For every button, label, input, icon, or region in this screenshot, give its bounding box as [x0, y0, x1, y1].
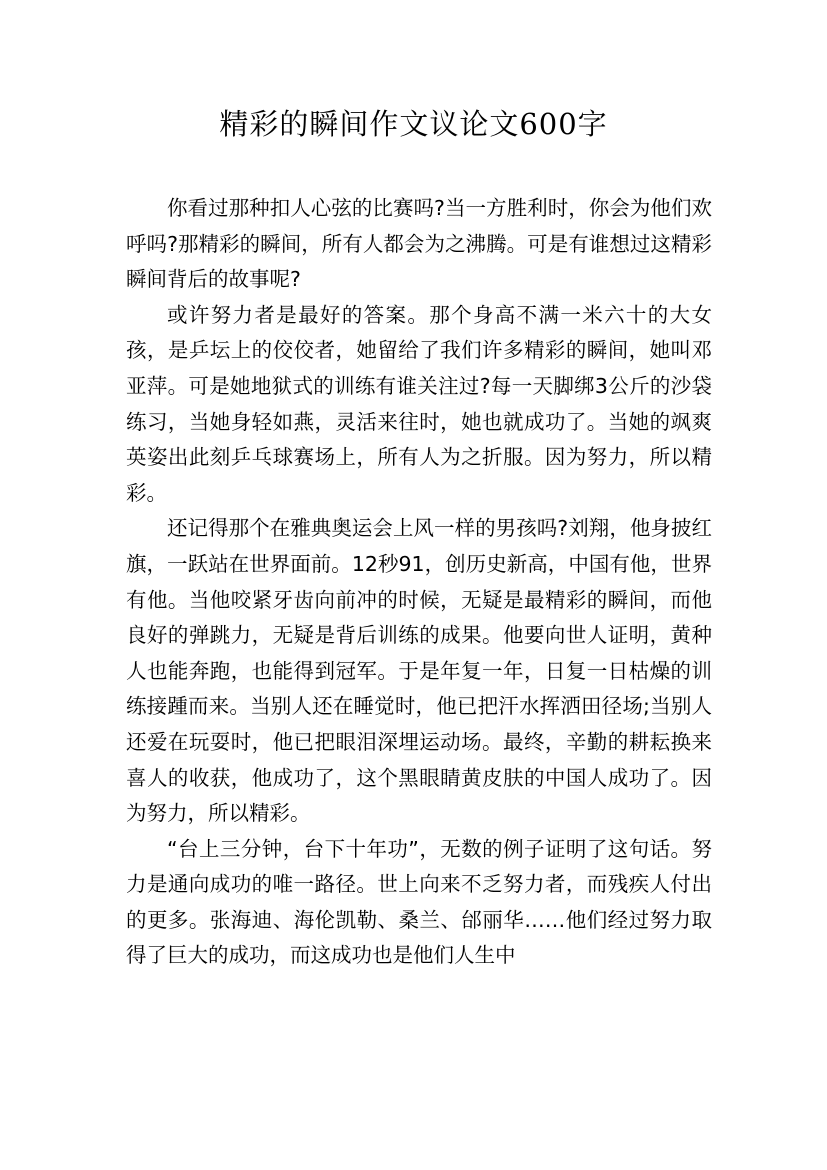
- document-title: 精彩的瞬间作文议论文600字: [219, 107, 608, 141]
- paragraph-3: 还记得那个在雅典奥运会上风一样的男孩吗?刘翔，他身披红旗，一跃站在世界面前。12秒91，创历史新高，中国有他，世界有他。当他咬紧牙齿向前冲的时候，无疑是最精彩的瞬间，而他良好的弹跳力，无疑是背后训练的成果。他要向世人证明，黄种人也能奔跑，也能得到冠军。于是年复一年，日复一日枯燥的训练接踵而来。当别人还在睡觉时，他已把汗水挥洒田径场;当别人还爱在玩耍时，他已把眼泪深埋运动场。最终，辛勤的耕耘换来喜人的收获，他成功了，这个黑眼睛黄皮肤的中国人成功了。因为努力，所以精彩。: [126, 516, 712, 826]
- paragraph-1: 你看过那种扣人心弦的比赛吗?当一方胜利时，你会为他们欢呼吗?那精彩的瞬间，所有人都会为之沸腾。可是有谁想过这精彩瞬间背后的故事呢?: [126, 196, 712, 292]
- paragraph-4: “台上三分钟，台下十年功”，无数的例子证明了这句话。努力是通向成功的唯一路径。世上向来不乏努力者，而残疾人付出的更多。张海迪、海伦凯勒、桑兰、邰丽华……他们经过努力取得了巨大的成功，而这成功也是他们人生中: [126, 836, 712, 968]
- document-body: [126, 191, 712, 974]
- paragraph-2: 或许努力者是最好的答案。那个身高不满一米六十的大女孩，是乒坛上的佼佼者，她留给了我们许多精彩的瞬间，她叫邓亚萍。可是她地狱式的训练有谁关注过?每一天脚绑3公斤的沙袋练习，当她身轻如燕，灵活来往时，她也就成功了。当她的飒爽英姿出此刻乒乓球赛场上，所有人为之折服。因为努力，所以精彩。: [126, 302, 712, 505]
